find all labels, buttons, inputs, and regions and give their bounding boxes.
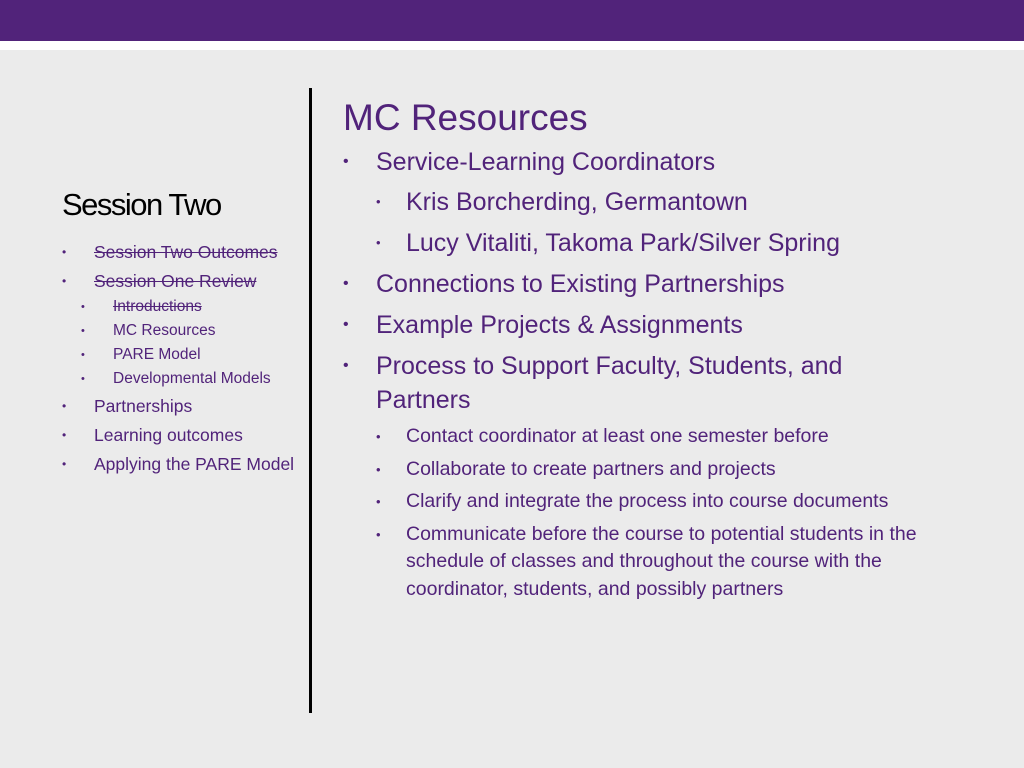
agenda-item-label: Session Two Outcomes [94, 242, 278, 262]
content-item-label: Process to Support Faculty, Students, and Partners [376, 352, 843, 414]
content-subitem-label: Clarify and integrate the process into course documents [406, 490, 889, 512]
content-item-label: Connections to Existing Partnerships [376, 270, 785, 298]
agenda-sublist [94, 297, 302, 389]
agenda-item [62, 270, 302, 389]
content-subitem-label: Kris Borcherding, Germantown [406, 188, 748, 216]
content-subitem-label: Collaborate to create partners and projects [406, 457, 776, 480]
content-subitem [376, 226, 946, 260]
agenda-item-label: Partnerships [94, 396, 193, 416]
agenda-item [62, 241, 302, 264]
content-subitem [376, 521, 946, 604]
agenda-subitem-label: PARE Model [113, 346, 201, 363]
content-subitem-label: Communicate before the course to potential students in the schedule of classes and throughout the course with the coordinator, students, and possibly partners [406, 522, 917, 600]
agenda-item-label: Applying the PARE Model [94, 454, 295, 474]
content-item [343, 145, 936, 260]
agenda-subitem [62, 345, 302, 365]
agenda-subitem-label: Introductions [113, 298, 202, 315]
content-item-label: Service-Learning Coordinators [376, 148, 716, 176]
content-subitem [376, 488, 946, 516]
content-item-label: Example Projects & Assignments [376, 311, 743, 339]
agenda-subitem [62, 369, 302, 389]
content-subitem-label: Contact coordinator at least one semester before [406, 425, 829, 447]
agenda-subitem [62, 321, 302, 341]
content-list [343, 145, 983, 603]
agenda-item [62, 395, 302, 418]
content-item [343, 267, 936, 301]
content-sublist [376, 423, 936, 603]
agenda-item [62, 453, 302, 476]
content-panel [343, 95, 983, 610]
content-sublist [376, 185, 936, 260]
vertical-divider [309, 88, 312, 713]
agenda-item-label: Session One Review [94, 271, 257, 291]
header-gap [0, 41, 1024, 50]
agenda-subitem-label: MC Resources [113, 322, 216, 339]
agenda-list [62, 241, 302, 476]
session-title: Session Two [62, 187, 221, 222]
slide-title: MC Resources [343, 97, 588, 138]
agenda-subitem-label: Developmental Models [113, 370, 271, 387]
header-bar [0, 0, 1024, 41]
content-subitem [376, 185, 946, 219]
agenda-subitem [62, 297, 302, 317]
content-subitem-label: Lucy Vitaliti, Takoma Park/Silver Spring [406, 229, 840, 257]
content-subitem [376, 456, 946, 484]
content-item [343, 349, 936, 603]
content-subitem [376, 423, 946, 451]
agenda-item-label: Learning outcomes [94, 425, 243, 445]
agenda-item [62, 424, 302, 447]
agenda-panel [62, 185, 302, 482]
content-item [343, 308, 936, 342]
